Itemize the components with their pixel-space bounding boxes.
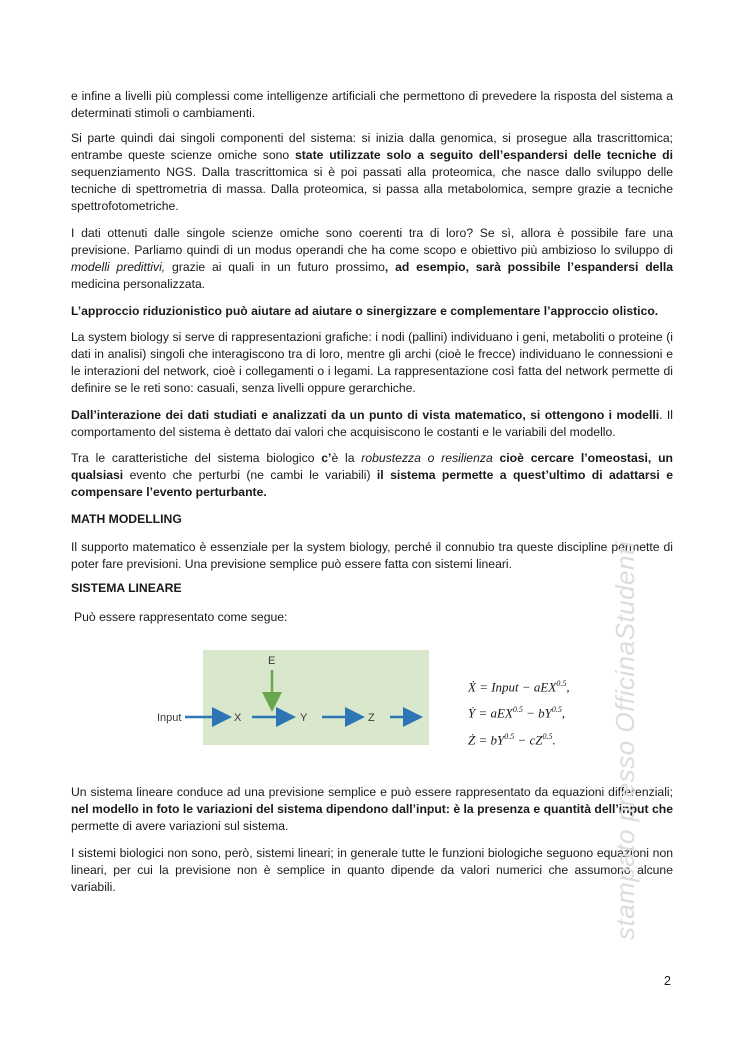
node-e-label: E <box>268 655 276 667</box>
heading-sistema-lineare: SISTEMA LINEARE <box>71 581 182 595</box>
node-y-label: Y <box>300 712 308 724</box>
heading-math-modelling: MATH MODELLING <box>71 512 182 526</box>
differential-equations <box>468 672 570 751</box>
paragraph-nonlinear: I sistemi biologici non sono, però, sistemi lineari; in generale tutte le funzioni biologiche seguono equazioni non lineari, per cui la previsione non è semplice in quanto dipende da valori numerici che assumono alcune variabili. <box>71 846 673 894</box>
linear-system-diagram <box>157 650 429 745</box>
paragraph-represented: Può essere rappresentato come segue: <box>74 610 288 624</box>
paragraph-math-support: Il supporto matematico è essenziale per la system biology, perché il connubio tra queste discipline permette di poter fare previsioni. Una previsione semplice può essere fatta con sistemi lineari. <box>71 540 673 571</box>
paragraph-omics: Si parte quindi dai singoli componenti del sistema: si inizia dalla genomica, si prosegue alla trascrittomica; entrambe queste scienze omiche sono state utilizzate solo a seguito dell’espandersi delle tecniche di sequenziamento NGS. Dalla trascrittomica si è poi passati alla proteomica, che nasce dallo sviluppo delle tecniche di spettrometria di massa. Dalla proteomica, si passa alla metabolomica, sempre grazie a tecniche spettrofotometriche. <box>71 131 673 213</box>
paragraph-reductionist: L’approccio riduzionistico può aiutare ad aiutare o sinergizzare e complementare l’approccio olistico. <box>71 304 659 318</box>
paragraph-linear-system: Un sistema lineare conduce ad una previsione semplice e può essere rappresentato da equazioni differenziali; nel modello in foto le variazioni del sistema dipendono dall’input: è la presenza e quantità dell’input che permette di avere variazioni sul sistema. <box>71 785 673 833</box>
node-z-label: Z <box>368 712 375 724</box>
paragraph-models: Dall’interazione dei dati studiati e analizzati da un punto di vista matematico, si ottengono i modelli. Il comportamento del sistema è dettato dai valori che acquisiscono le costanti e le variabili del modello. <box>71 408 674 439</box>
equation-y: Ẏ = $aEX^{0.5} - bY^{0.5}$, <box>468 705 566 721</box>
watermark: stampato presso OfficinaStudenti <box>610 541 640 940</box>
paragraph-robustness: Tra le caratteristiche del sistema biologico c’è la robustezza o resilienza cioè cercare l’omeostasi, un qualsiasi evento che perturbi (ne cambi le variabili) il sistema permette a quest’ultimo di adattarsi e compensare l’evento perturbante. <box>71 451 673 499</box>
equation-z: Ż = $bY^{0.5} - cZ^{0.5}$. <box>468 731 556 747</box>
node-x-label: X <box>234 712 242 724</box>
node-input-label: Input <box>157 712 182 724</box>
paragraph-graphs: La system biology si serve di rappresentazioni grafiche: i nodi (pallini) individuano i geni, metaboliti o proteine (i dati in analisi) singoli che interagiscono tra di loro, mentre gli archi (cioè le frecce) individuano le connessioni e le interazioni del network, cioè i collegamenti o i legami. La rappresentazione così fatta del network permette di definire se le reti sono: casuali, senza livelli oppure gerarchiche. <box>71 330 673 395</box>
diagram-svg <box>157 650 429 745</box>
paragraph-ai-prediction: e infine a livelli più complessi come intelligenze artificiali che permettono di prevedere la risposta del sistema a determinati stimoli o cambiamenti. <box>71 89 673 120</box>
equation-x: Ẋ = Input − aEX$^{0.5}$, <box>468 679 570 695</box>
paragraph-predictive-models: I dati ottenuti dalle singole scienze omiche sono coerenti tra di loro? Se sì, allora è possibile fare una previsione. Parliamo quindi di un modus operandi che ha come scopo e obiettivo più ambizioso lo sviluppo di modelli predittivi, grazie ai quali in un futuro prossimo, ad esempio, sarà possibile l’espandersi della medicina personalizzata. <box>71 226 674 291</box>
page-number: 2 <box>664 974 671 988</box>
